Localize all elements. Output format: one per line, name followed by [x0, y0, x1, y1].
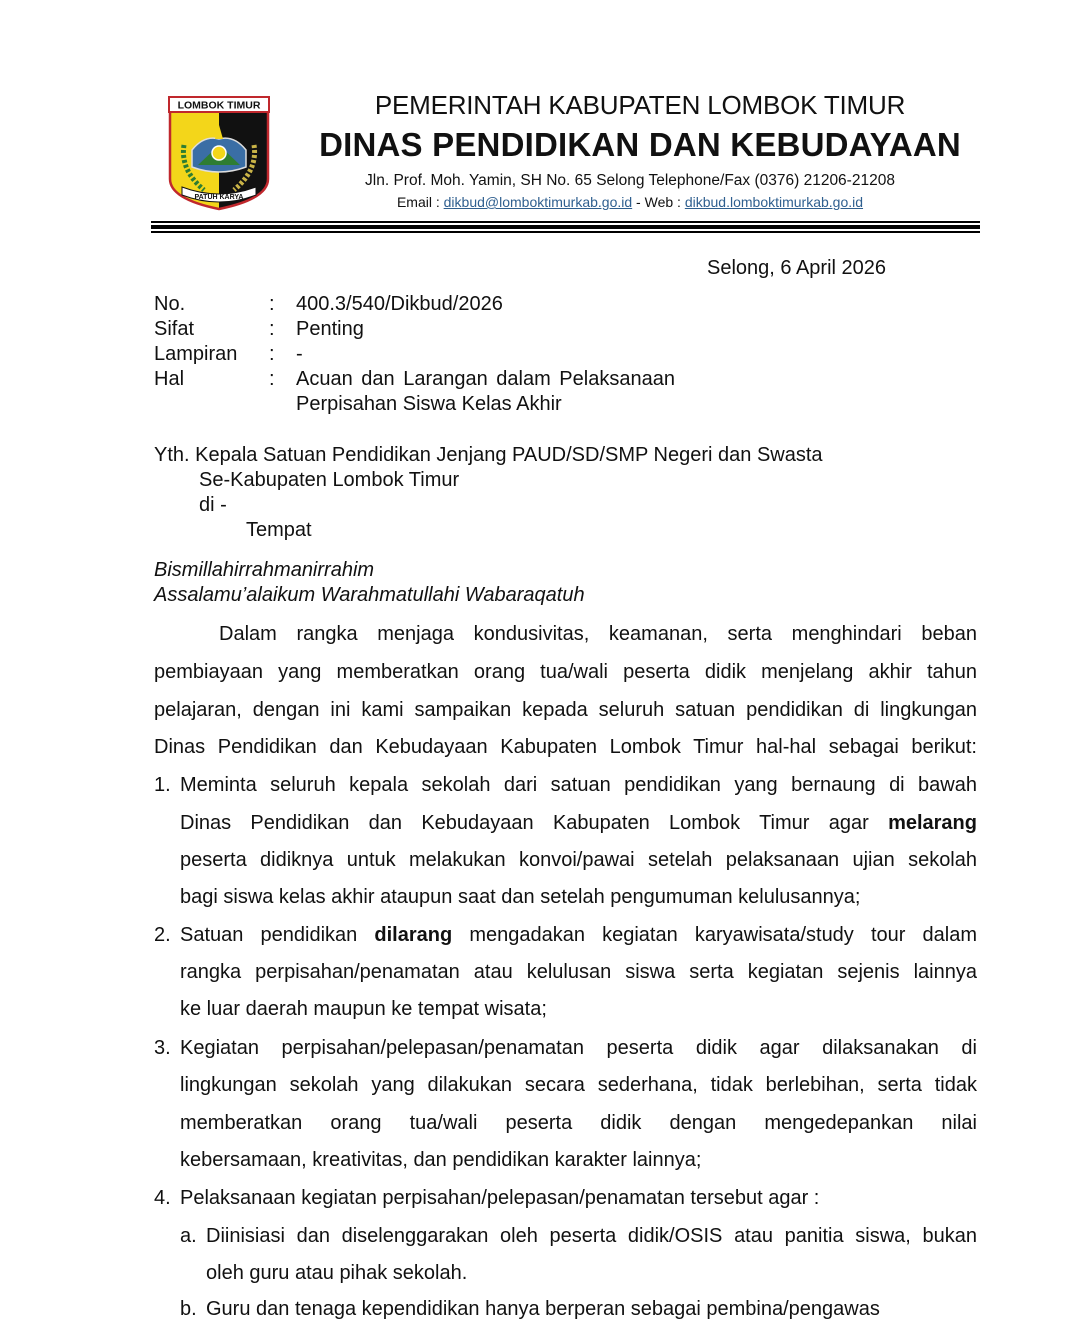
item-number: 2. [154, 924, 171, 946]
subitem-letter: a. [180, 1225, 197, 1247]
recipient-region: Se-Kabupaten Lombok Timur [199, 469, 460, 491]
meta-value: Acuan dan Larangan dalam Pelaksanaan [296, 368, 675, 390]
meta-value: - [296, 343, 303, 365]
agency-name: DINAS PENDIDIKAN DAN KEBUDAYAAN [319, 126, 961, 163]
item-line: rangka perpisahan/penamatan atau kelulusan siswa serta kegiatan sejenis lainnya [180, 961, 977, 983]
item-line: memberatkan orang tua/wali peserta didik dengan mengedepankan nilai [180, 1112, 977, 1134]
meta-colon: : [269, 293, 275, 315]
item-number: 4. [154, 1187, 171, 1209]
intro-line: Dalam rangka menjaga kondusivitas, keamanan, serta menghindari beban [219, 623, 977, 645]
meta-colon: : [269, 368, 275, 390]
intro-line: pembiayaan yang memberatkan orang tua/wali peserta didik menjelang akhir tahun [154, 661, 977, 683]
web-link[interactable]: dikbud.lomboktimurkab.go.id [684, 194, 864, 210]
item-number: 1. [154, 774, 171, 796]
meta-label: Sifat [154, 318, 195, 340]
meta-value: Penting [296, 318, 364, 340]
item-line: bagi siswa kelas akhir ataupun saat dan setelah pengumuman kelulusannya; [180, 886, 861, 908]
item-line: Meminta seluruh kepala sekolah dari satuan pendidikan yang bernaung di bawah [180, 774, 977, 796]
item-line: kebersamaan, kreativitas, dan pendidikan karakter lainnya; [180, 1149, 702, 1171]
meta-label: Hal [154, 368, 185, 390]
item-line: peserta didiknya untuk melakukan konvoi/pawai setelah pelaksanaan ujian sekolah [180, 849, 977, 871]
meta-label: No. [154, 293, 186, 315]
web-label: - Web : [632, 194, 685, 210]
item-emphasis: melarang [888, 812, 977, 834]
svg-text:PATUH KARYA: PATUH KARYA [194, 194, 244, 201]
meta-value: 400.3/540/Dikbud/2026 [296, 293, 503, 315]
intro-line: pelajaran, dengan ini kami sampaikan kepada seluruh satuan pendidikan di lingkungan [154, 699, 977, 721]
item-text: Dinas Pendidikan dan Kebudayaan Kabupaten Lombok Timur agar [180, 812, 889, 834]
item-line [180, 924, 977, 947]
lombok-timur-crest-logo [164, 95, 274, 212]
letterhead-divider-thick [151, 225, 980, 229]
subitem-line: Guru dan tenaga kependidikan hanya berperan sebagai pembina/pengawas [206, 1298, 880, 1320]
meta-colon: : [269, 318, 275, 340]
intro-line: Dinas Pendidikan dan Kebudayaan Kabupaten Lombok Timur hal-hal sebagai berikut: [154, 736, 977, 758]
salutation: Assalamu’alaikum Warahmatullahi Wabaraqatuh [154, 584, 585, 606]
subitem-letter: b. [180, 1298, 197, 1320]
agency-address: Jln. Prof. Moh. Yamin, SH No. 65 Selong Telephone/Fax (0376) 21206-21208 [365, 172, 895, 189]
item-emphasis: dilarang [374, 924, 453, 946]
item-line: lingkungan sekolah yang dilakukan secara sederhana, tidak berlebihan, serta tidak [180, 1074, 977, 1096]
recipient-place: Tempat [246, 519, 312, 541]
item-text: mengadakan kegiatan karyawisata/study tour dalam [452, 924, 978, 946]
letterhead-divider-thin-bottom [151, 231, 980, 233]
subitem-line: oleh guru atau pihak sekolah. [206, 1262, 468, 1284]
item-line: Kegiatan perpisahan/pelepasan/penamatan peserta didik agar dilaksanakan di [180, 1037, 977, 1059]
item-line: Pelaksanaan kegiatan perpisahan/pelepasan/penamatan tersebut agar : [180, 1187, 820, 1209]
basmalah: Bismillahirrahmanirrahim [154, 559, 375, 581]
item-number: 3. [154, 1037, 171, 1059]
meta-label: Lampiran [154, 343, 238, 365]
letterhead-divider-thin-top [151, 221, 980, 223]
government-name: PEMERINTAH KABUPATEN LOMBOK TIMUR [374, 90, 906, 120]
item-line: ke luar daerah maupun ke tempat wisata; [180, 998, 547, 1020]
subitem-line: Diinisiasi dan diselenggarakan oleh peserta didik/OSIS atau panitia siswa, bukan [206, 1225, 977, 1247]
email-link[interactable]: dikbud@lomboktimurkab.go.id [443, 194, 633, 210]
recipient-di: di - [199, 494, 227, 516]
email-label: Email : [396, 194, 444, 210]
meta-colon: : [269, 343, 275, 365]
meta-value-continued: Perpisahan Siswa Kelas Akhir [296, 393, 562, 415]
letter-date: Selong, 6 April 2026 [707, 257, 887, 279]
item-text: Satuan pendidikan [180, 924, 375, 946]
item-line [180, 812, 977, 835]
contact-line [300, 194, 960, 210]
svg-text:LOMBOK TIMUR: LOMBOK TIMUR [177, 99, 261, 112]
recipient-line: Yth. Kepala Satuan Pendidikan Jenjang PAUD/SD/SMP Negeri dan Swasta [154, 444, 823, 466]
